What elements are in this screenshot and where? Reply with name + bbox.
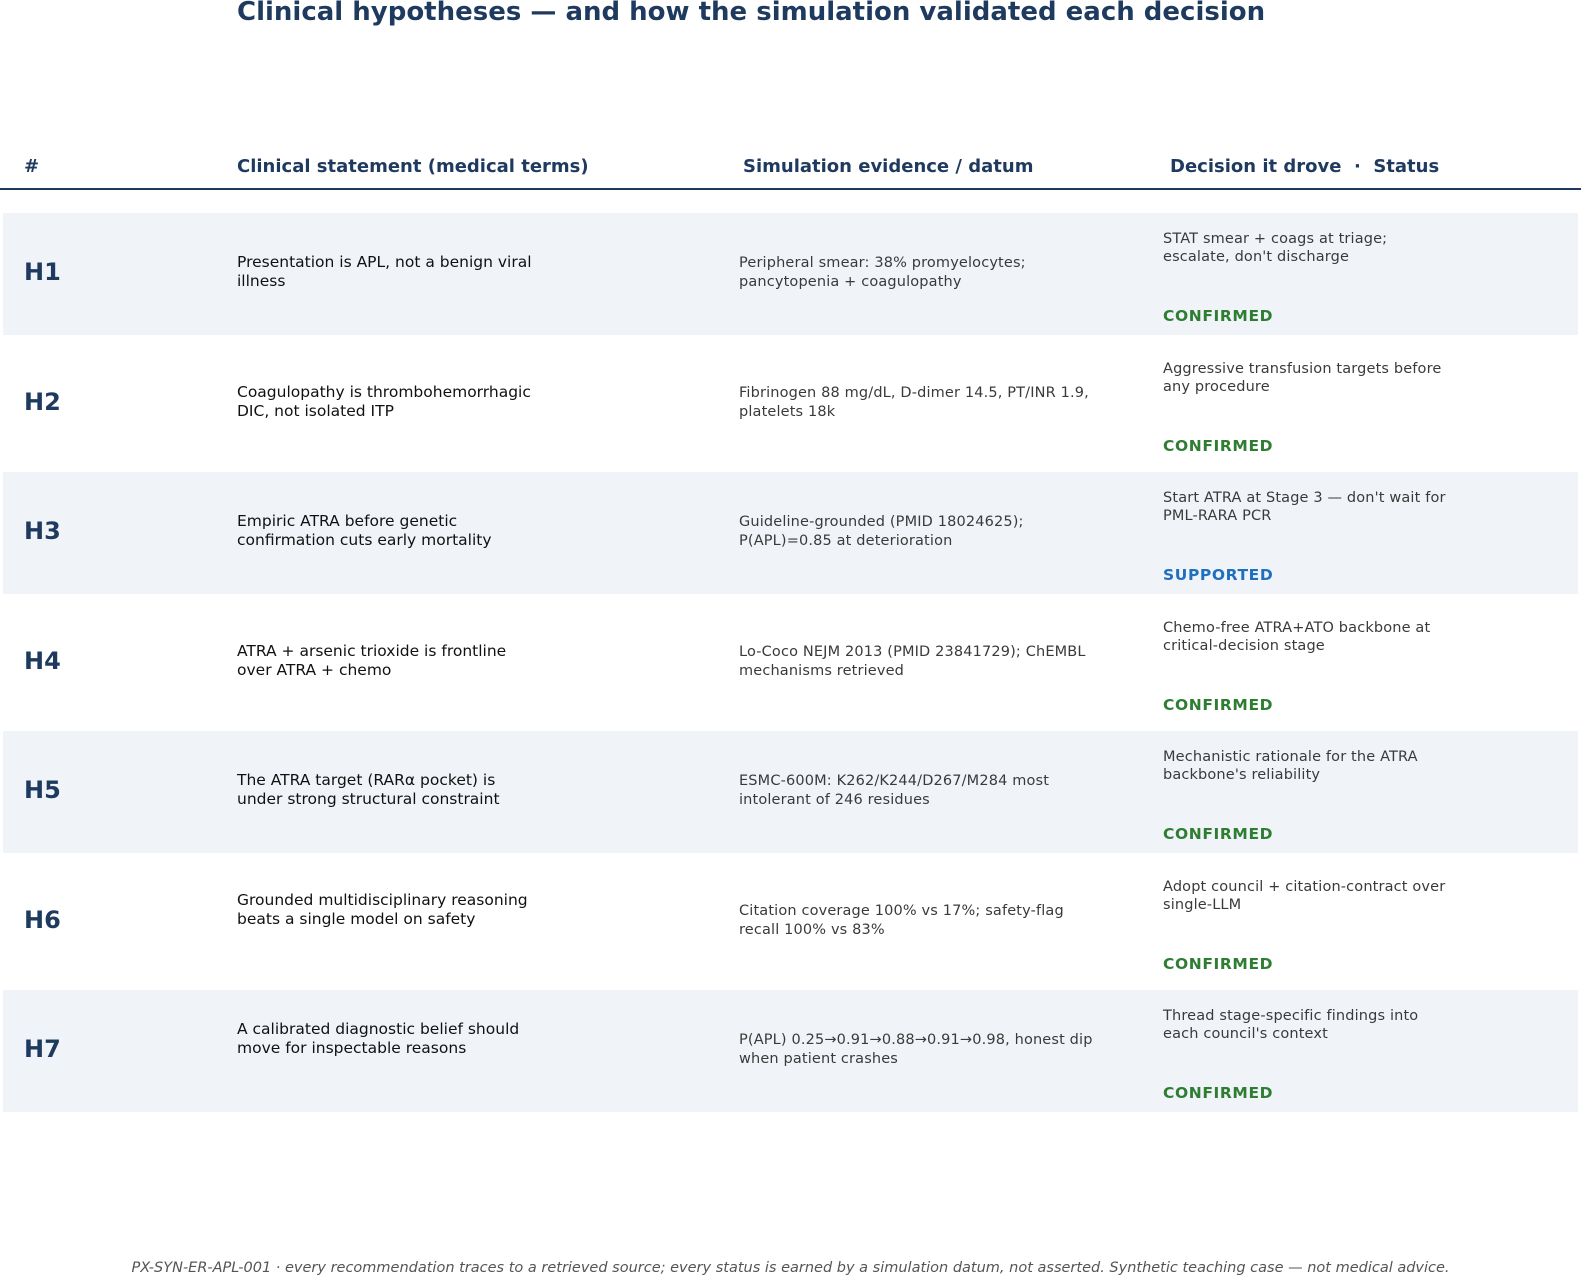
table-row bbox=[3, 213, 1578, 335]
clinical-statement: The ATRA target (RARα pocket) is under strong structural constraint bbox=[237, 771, 500, 808]
hypothesis-id: H6 bbox=[24, 906, 61, 934]
simulation-evidence: Peripheral smear: 38% promyelocytes; pancytopenia + coagulopathy bbox=[739, 255, 1026, 290]
status-badge: CONFIRMED bbox=[1163, 955, 1274, 973]
table-row bbox=[3, 861, 1578, 991]
table-header bbox=[0, 155, 1581, 185]
footer-note: PX-SYN-ER-APL-001 · every recommendation traces to a retrieved source; every status is earned by a simulation datum, not asserted. Synthetic teaching case — not medical advice. bbox=[131, 1260, 1450, 1276]
column-header-decision-status: Decision it drove · Status bbox=[1170, 156, 1440, 177]
decision-driven: Mechanistic rationale for the ATRA backbone's reliability bbox=[1163, 749, 1418, 783]
decision-driven: Start ATRA at Stage 3 — don't wait for PML-RARA PCR bbox=[1163, 490, 1446, 524]
column-header-id: # bbox=[24, 156, 40, 177]
decision-driven: STAT smear + coags at triage; escalate, don't discharge bbox=[1163, 231, 1388, 265]
hypothesis-id: H4 bbox=[24, 647, 61, 675]
table-row bbox=[3, 602, 1578, 732]
clinical-statement: ATRA + arsenic trioxide is frontline over ATRA + chemo bbox=[237, 642, 507, 679]
status-badge: CONFIRMED bbox=[1163, 825, 1274, 843]
simulation-evidence: Fibrinogen 88 mg/dL, D-dimer 14.5, PT/INR 1.9, platelets 18k bbox=[739, 385, 1089, 420]
status-badge: CONFIRMED bbox=[1163, 307, 1274, 325]
clinical-statement: Empiric ATRA before genetic confirmation cuts early mortality bbox=[237, 512, 492, 549]
hypothesis-id: H5 bbox=[24, 776, 61, 804]
header-divider bbox=[0, 188, 1581, 190]
status-badge: SUPPORTED bbox=[1163, 566, 1274, 584]
decision-driven: Aggressive transfusion targets before any procedure bbox=[1163, 361, 1442, 395]
table-row bbox=[3, 343, 1578, 473]
hypothesis-id: H2 bbox=[24, 388, 61, 416]
simulation-evidence: Citation coverage 100% vs 17%; safety-flag recall 100% vs 83% bbox=[739, 903, 1064, 938]
decision-driven: Adopt council + citation-contract over single-LLM bbox=[1163, 879, 1446, 913]
clinical-statement: Coagulopathy is thrombohemorrhagic DIC, not isolated ITP bbox=[237, 383, 531, 420]
table-row bbox=[3, 731, 1578, 853]
page-title: Clinical hypotheses — and how the simulation validated each decision bbox=[237, 0, 1266, 27]
clinical-statement: Presentation is APL, not a benign viral illness bbox=[237, 253, 532, 290]
simulation-evidence: Lo-Coco NEJM 2013 (PMID 23841729); ChEMBL mechanisms retrieved bbox=[739, 644, 1086, 679]
simulation-evidence: ESMC-600M: K262/K244/D267/M284 most intolerant of 246 residues bbox=[739, 773, 1050, 808]
clinical-statement: A calibrated diagnostic belief should move for inspectable reasons bbox=[237, 1020, 520, 1057]
table-row bbox=[3, 990, 1578, 1112]
decision-driven: Thread stage-specific findings into each council's context bbox=[1163, 1008, 1419, 1042]
hypothesis-id: H7 bbox=[24, 1035, 61, 1063]
hypothesis-id: H3 bbox=[24, 517, 61, 545]
clinical-statement: Grounded multidisciplinary reasoning beats a single model on safety bbox=[237, 891, 528, 928]
column-header-evidence: Simulation evidence / datum bbox=[743, 156, 1034, 177]
column-header-statement: Clinical statement (medical terms) bbox=[237, 156, 589, 177]
hypothesis-id: H1 bbox=[24, 258, 61, 286]
status-badge: CONFIRMED bbox=[1163, 1084, 1274, 1102]
table-row bbox=[3, 472, 1578, 594]
status-badge: CONFIRMED bbox=[1163, 437, 1274, 455]
simulation-evidence: Guideline-grounded (PMID 18024625); P(APL)=0.85 at deterioration bbox=[739, 514, 1024, 549]
decision-driven: Chemo-free ATRA+ATO backbone at critical-decision stage bbox=[1163, 620, 1431, 654]
status-badge: CONFIRMED bbox=[1163, 696, 1274, 714]
simulation-evidence: P(APL) 0.25→0.91→0.88→0.91→0.98, honest dip when patient crashes bbox=[739, 1032, 1093, 1067]
